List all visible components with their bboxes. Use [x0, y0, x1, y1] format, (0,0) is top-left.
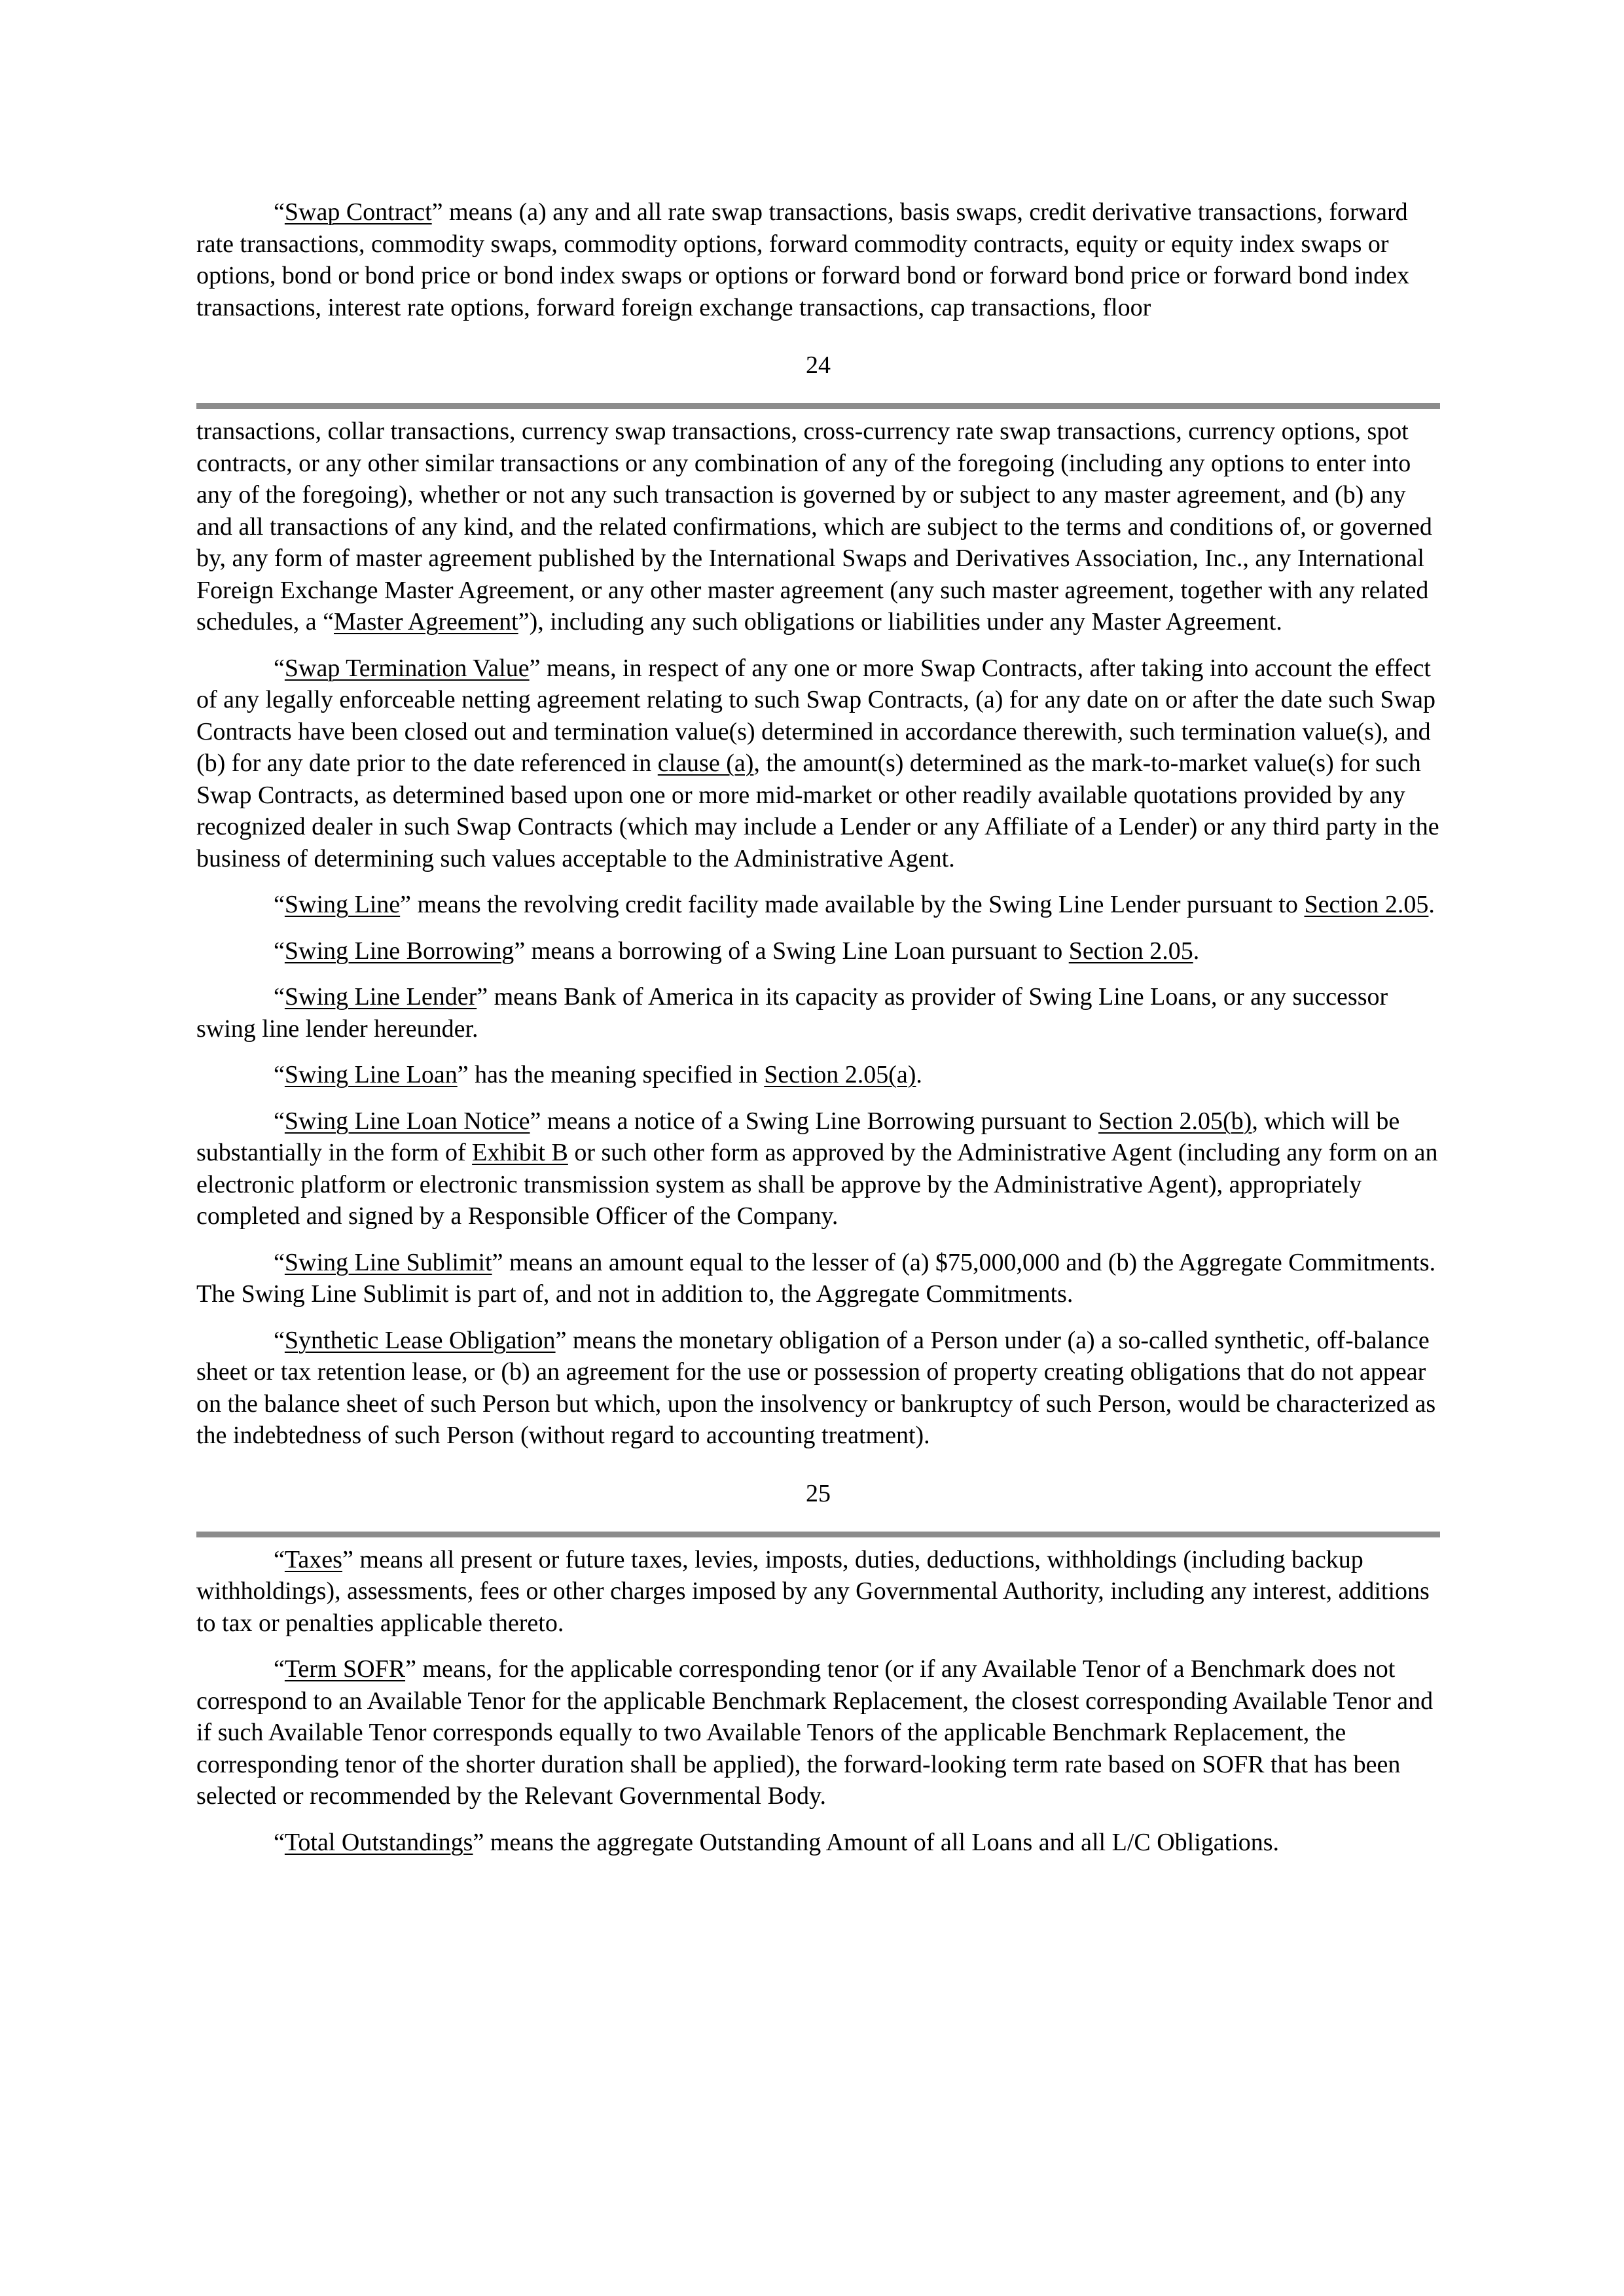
body-text: ” means the aggregate Outstanding Amount of all Loans and all L/C Obligations.: [473, 1828, 1280, 1856]
document-body: [196, 196, 1440, 1858]
defined-term: Swing Line Loan: [284, 1061, 458, 1088]
defined-term: Swing Line: [284, 891, 401, 918]
body-text: “: [274, 198, 285, 226]
body-text: .: [1193, 937, 1200, 965]
page-break-rule: [196, 403, 1440, 409]
body-text: “: [274, 983, 285, 1011]
body-text: , which will be substantially in the form of: [196, 1107, 1400, 1166]
defined-term: clause (a): [657, 749, 754, 777]
definition-paragraph: [196, 1247, 1440, 1310]
body-text: .: [916, 1061, 922, 1088]
page-number: 25: [806, 1479, 831, 1507]
body-text: “: [274, 1248, 285, 1276]
body-text: ” means the revolving credit facility made available by the Swing Line Lender pursuant to: [400, 891, 1305, 918]
defined-term: Master Agreement: [333, 608, 518, 636]
page-break-rule: [196, 1532, 1440, 1537]
defined-term: Swing Line Sublimit: [284, 1248, 492, 1276]
defined-term: Synthetic Lease Obligation: [284, 1326, 556, 1354]
defined-term: Exhibit B: [472, 1139, 568, 1166]
definition-paragraph: [196, 935, 1440, 967]
defined-term: Section 2.05: [1068, 937, 1193, 965]
page-2: [196, 416, 1440, 1537]
defined-term: Total Outstandings: [284, 1828, 473, 1856]
definition-paragraph: [196, 1827, 1440, 1859]
defined-term: Section 2.05: [1304, 891, 1429, 918]
body-text: ” means (a) any and all rate swap transactions, basis swaps, credit derivative transactions, forward rate transactions, commodity swaps, commodity options, forward commodity contracts, equity or equity index swaps or options, bond or bond price or bond index swaps or options or forward bond or forward bond price or forward bond index transactions, interest rate options, forward foreign exchange transactions, cap transactions, floor: [196, 198, 1410, 321]
definition-paragraph: [196, 416, 1440, 638]
defined-term: Term SOFR: [284, 1655, 406, 1683]
body-text: “: [274, 937, 285, 965]
page-number: 24: [806, 351, 831, 379]
body-text: “: [274, 654, 285, 682]
defined-term: Swap Termination Value: [284, 654, 530, 682]
body-text: ” means a notice of a Swing Line Borrowing pursuant to: [530, 1107, 1099, 1135]
defined-term: Swing Line Loan Notice: [284, 1107, 530, 1135]
defined-term: Swap Contract: [284, 198, 432, 226]
defined-term: Section 2.05(a): [764, 1061, 916, 1088]
defined-term: Taxes: [284, 1545, 342, 1573]
defined-term: Swing Line Borrowing: [284, 937, 514, 965]
definition-paragraph: [196, 196, 1440, 323]
body-text: .: [1428, 891, 1435, 918]
definition-paragraph: [196, 1325, 1440, 1452]
body-text: ” means Bank of America in its capacity as provider of Swing Line Loans, or any successor swing line lender hereunder.: [196, 983, 1388, 1043]
body-text: or such other form as approved by the Administrative Agent (including any form on an electronic platform or electronic transmission system as shall be approve by the Administrative Agent), appropriately completed and signed by a Responsible Officer of the Company.: [196, 1139, 1438, 1230]
body-text: transactions, collar transactions, currency swap transactions, cross-currency rate swap transactions, currency options, spot contracts, or any other similar transactions or any combination of any of the foregoing (including any options to enter into any of the foregoing), whether or not any such transaction is governed by or subject to any master agreement, and (b) any and all transactions of any kind, and the related confirmations, which are subject to the terms and conditions of, or governed by, any form of master agreement published by the International Swaps and Derivatives Association, Inc., any International Foreign Exchange Master Agreement, or any other master agreement (any such master agreement, together with any related schedules, a “: [196, 418, 1432, 636]
body-text: ” means, for the applicable corresponding tenor (or if any Available Tenor of a Benchmark does not correspond to an Available Tenor for the applicable Benchmark Replacement, the closest corresponding Available Tenor and if such Available Tenor corresponds equally to two Available Tenors of the applicable Benchmark Replacement, the corresponding tenor of the shorter duration shall be applied), the forward-looking term rate based on SOFR that has been selected or recommended by the Relevant Governmental Body.: [196, 1655, 1434, 1810]
body-text: ” means a borrowing of a Swing Line Loan pursuant to: [514, 937, 1069, 965]
body-text: ” means an amount equal to the lesser of (a) $75,000,000 and (b) the Aggregate Commitments. The Swing Line Sublimit is part of, and not in addition to, the Aggregate Commitments.: [196, 1248, 1436, 1308]
body-text: “: [274, 1828, 285, 1856]
body-text: ” means, in respect of any one or more Swap Contracts, after taking into account the effect of any legally enforceable netting agreement relating to such Swap Contracts, (a) for any date on or after the date such Swap Contracts have been closed out and termination value(s) determined in accordance therewith, such termination value(s), and (b) for any date prior to the date referenced in: [196, 654, 1435, 777]
body-text: “: [274, 1545, 285, 1573]
definition-paragraph: [196, 981, 1440, 1045]
body-text: “: [274, 1655, 285, 1683]
body-text: ” means the monetary obligation of a Person under (a) a so-called synthetic, off-balance sheet or tax retention lease, or (b) an agreement for the use or possession of property creating obligations that do not appear on the balance sheet of such Person but which, upon the insolvency or bankruptcy of such Person, would be characterized as the indebtedness of such Person (without regard to accounting treatment).: [196, 1326, 1436, 1449]
body-text: “: [274, 1326, 285, 1354]
definition-paragraph: [196, 653, 1440, 875]
definition-paragraph: [196, 1653, 1440, 1812]
page-3: [196, 1544, 1440, 1859]
body-text: “: [274, 891, 285, 918]
body-text: ” has the meaning specified in: [457, 1061, 765, 1088]
body-text: “: [274, 1107, 285, 1135]
page-1: [196, 196, 1440, 409]
defined-term: Section 2.05(b): [1098, 1107, 1252, 1135]
definition-paragraph: [196, 1544, 1440, 1640]
definition-paragraph: [196, 889, 1440, 921]
definition-paragraph: [196, 1059, 1440, 1091]
body-text: , the amount(s) determined as the mark-to-market value(s) for such Swap Contracts, as determined based upon one or more mid-market or other readily available quotations provided by any recognized dealer in such Swap Contracts (which may include a Lender or any Affiliate of a Lender) or any third party in the business of determining such values acceptable to the Administrative Agent.: [196, 749, 1439, 872]
definition-paragraph: [196, 1105, 1440, 1232]
body-text: ” means all present or future taxes, levies, imposts, duties, deductions, withholdings (including backup withholdings), assessments, fees or other charges imposed by any Governmental Authority, including any interest, additions to tax or penalties applicable thereto.: [196, 1545, 1430, 1637]
body-text: ”), including any such obligations or liabilities under any Master Agreement.: [518, 608, 1282, 636]
defined-term: Swing Line Lender: [284, 983, 477, 1011]
body-text: “: [274, 1061, 285, 1088]
